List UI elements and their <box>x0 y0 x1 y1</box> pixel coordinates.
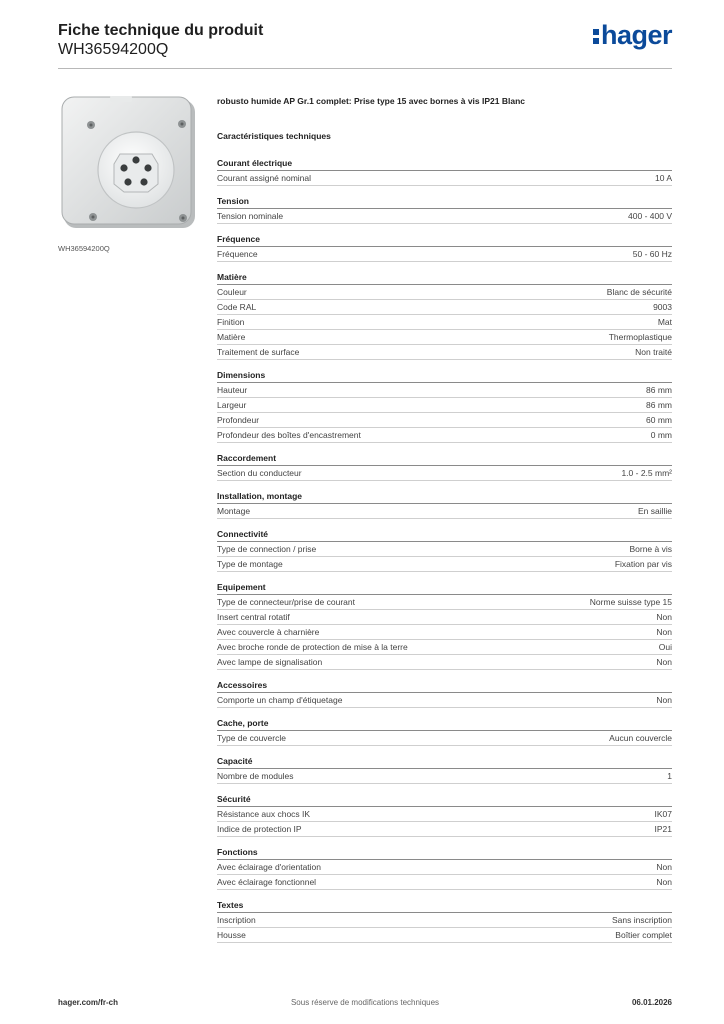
product-image-caption: WH36594200Q <box>58 244 110 253</box>
spec-label: Hauteur <box>217 385 248 395</box>
spec-section-title: Textes <box>217 898 672 913</box>
spec-section <box>217 580 672 670</box>
spec-label: Largeur <box>217 400 247 410</box>
spec-row <box>217 504 672 519</box>
spec-label: Montage <box>217 506 251 516</box>
spec-value: IK07 <box>654 809 672 819</box>
spec-value: Non <box>656 627 672 637</box>
spec-label: Section du conducteur <box>217 468 302 478</box>
spec-row <box>217 330 672 345</box>
spec-value: 9003 <box>653 302 672 312</box>
spec-label: Type de couvercle <box>217 733 286 743</box>
spec-label: Indice de protection IP <box>217 824 302 834</box>
spec-label: Inscription <box>217 915 256 925</box>
spec-row <box>217 913 672 928</box>
spec-section-title: Raccordement <box>217 451 672 466</box>
spec-value: 10 A <box>654 173 672 183</box>
spec-row <box>217 315 672 330</box>
spec-label: Type de montage <box>217 559 283 569</box>
spec-section-title: Capacité <box>217 754 672 769</box>
spec-section <box>217 754 672 784</box>
spec-section-title: Fréquence <box>217 232 672 247</box>
spec-section-title: Accessoires <box>217 678 672 693</box>
spec-value: 400 - 400 V <box>628 211 672 221</box>
spec-section <box>217 489 672 519</box>
spec-section-title: Fonctions <box>217 845 672 860</box>
spec-row <box>217 875 672 890</box>
spec-section-title: Courant électrique <box>217 156 672 171</box>
spec-label: Type de connection / prise <box>217 544 317 554</box>
spec-value: Aucun couvercle <box>609 733 672 743</box>
spec-value: Non <box>656 862 672 872</box>
spec-section-title: Dimensions <box>217 368 672 383</box>
spec-value: Thermoplastique <box>608 332 672 342</box>
spec-value: Boîtier complet <box>615 930 672 940</box>
spec-row <box>217 247 672 262</box>
spec-section-title: Sécurité <box>217 792 672 807</box>
footer-disclaimer: Sous réserve de modifications techniques <box>290 998 440 1007</box>
document-title: Fiche technique du produit <box>58 22 264 39</box>
spec-section <box>217 156 672 186</box>
spec-value: Blanc de sécurité <box>606 287 672 297</box>
spec-row <box>217 383 672 398</box>
spec-row <box>217 693 672 708</box>
spec-row <box>217 822 672 837</box>
spec-label: Comporte un champ d'étiquetage <box>217 695 343 705</box>
spec-row <box>217 413 672 428</box>
spec-value: Borne à vis <box>629 544 672 554</box>
spec-label: Tension nominale <box>217 211 284 221</box>
spec-label: Avec éclairage d'orientation <box>217 862 322 872</box>
spec-label: Finition <box>217 317 245 327</box>
spec-row <box>217 769 672 784</box>
spec-row <box>217 610 672 625</box>
spec-section <box>217 845 672 890</box>
spec-row <box>217 209 672 224</box>
spec-label: Résistance aux chocs IK <box>217 809 311 819</box>
spec-value: Non <box>656 612 672 622</box>
spec-section-title: Connectivité <box>217 527 672 542</box>
spec-row <box>217 731 672 746</box>
logo-dots-icon <box>593 29 599 47</box>
spec-row <box>217 640 672 655</box>
spec-section-title: Cache, porte <box>217 716 672 731</box>
specifications-panel <box>217 96 672 951</box>
product-description: robusto humide AP Gr.1 complet: Prise type 15 avec bornes à vis IP21 Blanc <box>217 96 526 106</box>
spec-value: 50 - 60 Hz <box>632 249 672 259</box>
spec-label: Matière <box>217 332 246 342</box>
spec-label: Avec lampe de signalisation <box>217 657 323 667</box>
spec-label: Courant assigné nominal <box>217 173 312 183</box>
spec-row <box>217 655 672 670</box>
spec-value: Sans inscription <box>611 915 672 925</box>
spec-value: 1 <box>667 771 672 781</box>
spec-section <box>217 527 672 572</box>
spec-value: Non <box>656 877 672 887</box>
spec-label: Housse <box>217 930 246 940</box>
header-divider <box>58 68 672 69</box>
spec-row <box>217 860 672 875</box>
spec-value: Mat <box>657 317 672 327</box>
specs-heading: Caractéristiques techniques <box>217 131 331 141</box>
spec-value: En saillie <box>637 506 672 516</box>
spec-value: Fixation par vis <box>614 559 672 569</box>
spec-section <box>217 368 672 443</box>
document-header <box>58 21 672 59</box>
spec-row <box>217 928 672 943</box>
spec-section <box>217 792 672 837</box>
spec-label: Type de connecteur/prise de courant <box>217 597 355 607</box>
spec-section-title: Installation, montage <box>217 489 672 504</box>
spec-value: 86 mm <box>646 400 672 410</box>
spec-label: Avec broche ronde de protection de mise à la terre <box>217 642 408 652</box>
spec-section-title: Equipement <box>217 580 672 595</box>
spec-value: Oui <box>658 642 672 652</box>
spec-row <box>217 542 672 557</box>
spec-label: Avec éclairage fonctionnel <box>217 877 317 887</box>
footer-website-link[interactable]: hager.com/fr-ch <box>58 998 119 1007</box>
spec-row <box>217 428 672 443</box>
spec-row <box>217 595 672 610</box>
spec-value: 0 mm <box>650 430 672 440</box>
spec-section <box>217 232 672 262</box>
spec-value: 1.0 - 2.5 mm² <box>621 468 672 478</box>
spec-value: Non <box>656 657 672 667</box>
spec-section <box>217 270 672 360</box>
spec-value: 86 mm <box>646 385 672 395</box>
spec-value: 60 mm <box>646 415 672 425</box>
hager-logo <box>593 21 672 49</box>
spec-label: Nombre de modules <box>217 771 294 781</box>
spec-row <box>217 557 672 572</box>
spec-row <box>217 285 672 300</box>
spec-row <box>217 625 672 640</box>
product-reference: WH36594200Q <box>58 41 169 58</box>
spec-row <box>217 807 672 822</box>
spec-label: Code RAL <box>217 302 257 312</box>
spec-label: Couleur <box>217 287 247 297</box>
spec-value: Non traité <box>635 347 672 357</box>
spec-label: Fréquence <box>217 249 258 259</box>
spec-value: Non <box>656 695 672 705</box>
spec-section <box>217 898 672 943</box>
spec-sections <box>217 156 672 943</box>
spec-section-title: Tension <box>217 194 672 209</box>
spec-label: Insert central rotatif <box>217 612 290 622</box>
spec-section <box>217 716 672 746</box>
spec-row <box>217 398 672 413</box>
spec-section <box>217 451 672 481</box>
spec-label: Avec couvercle à charnière <box>217 627 320 637</box>
spec-value: IP21 <box>654 824 672 834</box>
spec-value: Norme suisse type 15 <box>589 597 672 607</box>
spec-row <box>217 466 672 481</box>
logo-text: hager <box>600 20 672 50</box>
spec-label: Profondeur des boîtes d'encastrement <box>217 430 361 440</box>
spec-row <box>217 345 672 360</box>
spec-section-title: Matière <box>217 270 672 285</box>
footer-date: 06.01.2026 <box>631 998 672 1007</box>
document-footer <box>58 998 672 1010</box>
spec-row <box>217 171 672 186</box>
spec-label: Profondeur <box>217 415 260 425</box>
spec-row <box>217 300 672 315</box>
spec-section <box>217 194 672 224</box>
spec-section <box>217 678 672 708</box>
product-image <box>58 92 201 235</box>
spec-label: Traitement de surface <box>217 347 300 357</box>
